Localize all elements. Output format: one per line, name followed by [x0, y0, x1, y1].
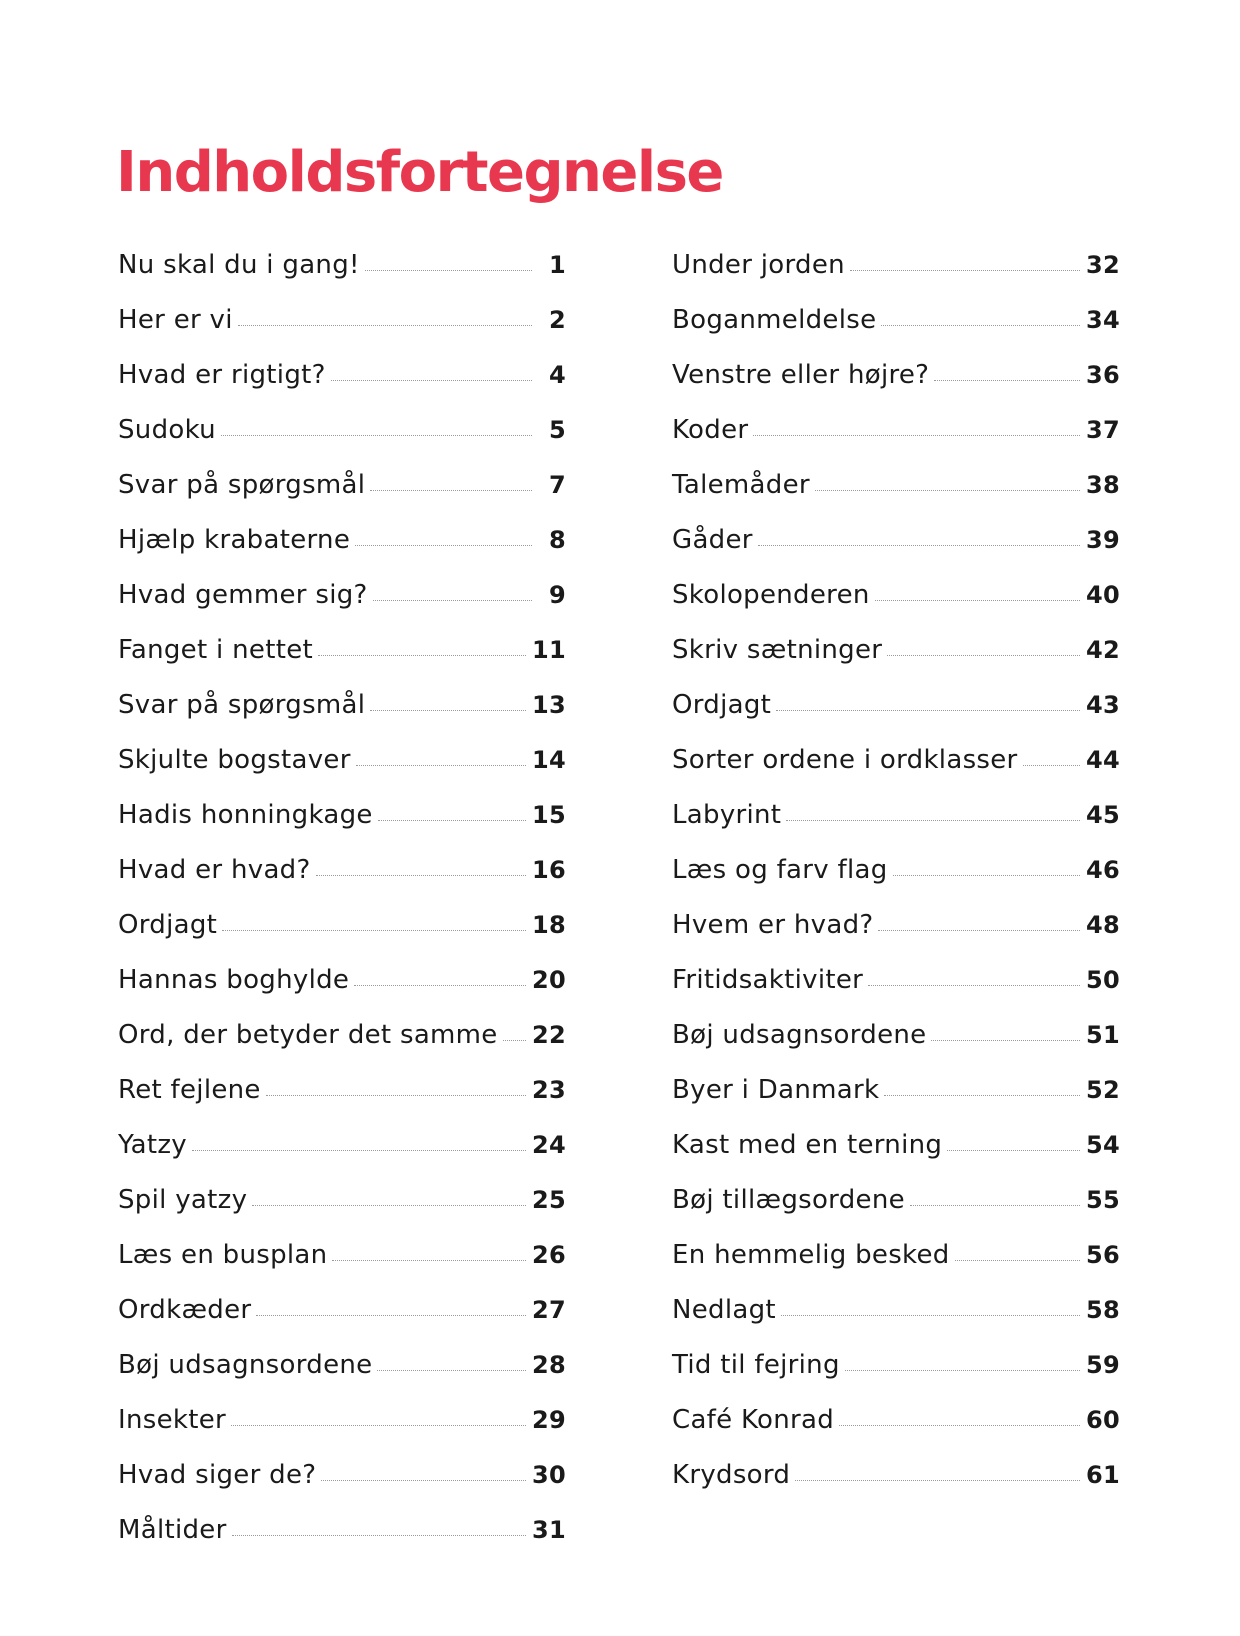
dot-leader: [868, 985, 1080, 986]
toc-entry-title: Fritidsaktiviter: [672, 965, 864, 995]
dot-leader: [373, 600, 532, 601]
dot-leader: [378, 820, 526, 821]
toc-entry: [118, 580, 566, 635]
toc-column-left: [118, 250, 566, 1570]
toc-entry-page: 24: [532, 1131, 566, 1159]
toc-entry-page: 28: [532, 1351, 566, 1379]
dot-leader: [318, 655, 526, 656]
toc-entry: [118, 855, 566, 910]
dot-leader: [354, 985, 526, 986]
page-title: Indholdsfortegnelse: [116, 140, 723, 205]
dot-leader: [222, 930, 526, 931]
toc-entry-title: Sudoku: [118, 415, 216, 445]
toc-entry-page: 48: [1086, 911, 1120, 939]
toc-entry-page: 27: [532, 1296, 566, 1324]
toc-entry: [118, 1405, 566, 1460]
toc-entry-page: 18: [532, 911, 566, 939]
dot-leader: [370, 490, 532, 491]
toc-entry-title: Skriv sætninger: [672, 635, 883, 665]
toc-entry-title: Læs og farv flag: [672, 855, 888, 885]
toc-entry-page: 1: [549, 251, 566, 279]
toc-entry: [672, 1405, 1120, 1460]
dot-leader: [231, 1425, 526, 1426]
toc-entry-title: Ret fejlene: [118, 1075, 261, 1105]
toc-entry-title: Bøj udsagnsordene: [118, 1350, 373, 1380]
toc-entry-page: 55: [1086, 1186, 1120, 1214]
toc-entry: [118, 1020, 566, 1075]
toc-entry-title: Kast med en terning: [672, 1130, 943, 1160]
toc-entry-title: Ordkæder: [118, 1295, 252, 1325]
dot-leader: [252, 1205, 526, 1206]
toc-entry-title: Læs en busplan: [118, 1240, 328, 1270]
toc-entry-page: 25: [532, 1186, 566, 1214]
toc-entry: [672, 1130, 1120, 1185]
toc-entry: [118, 1460, 566, 1515]
toc-entry-title: Hjælp krabaterne: [118, 525, 351, 555]
dot-leader: [884, 1095, 1080, 1096]
toc-entry: [672, 1020, 1120, 1075]
toc-entry-page: 23: [532, 1076, 566, 1104]
toc-entry-title: Gåder: [672, 525, 753, 555]
toc-entry-title: Tid til fejring: [672, 1350, 840, 1380]
toc-entry: [672, 415, 1120, 470]
toc-entry-page: 31: [532, 1516, 566, 1544]
toc-entry-title: Hvad gemmer sig?: [118, 580, 368, 610]
toc-entry-title: Talemåder: [672, 470, 810, 500]
dot-leader: [776, 710, 1080, 711]
toc-entry-title: En hemmelig besked: [672, 1240, 950, 1270]
toc-entry-title: Boganmeldelse: [672, 305, 877, 335]
toc-entry: [118, 1515, 566, 1570]
dot-leader: [881, 325, 1080, 326]
dot-leader: [845, 1370, 1080, 1371]
dot-leader: [850, 270, 1080, 271]
toc-entry-title: Yatzy: [118, 1130, 187, 1160]
toc-entry: [672, 1075, 1120, 1130]
toc-entry-page: 2: [549, 306, 566, 334]
toc-entry-title: Nu skal du i gang!: [118, 250, 360, 280]
toc-entry-page: 20: [532, 966, 566, 994]
toc-entry-page: 52: [1086, 1076, 1120, 1104]
toc-entry-title: Svar på spørgsmål: [118, 690, 366, 720]
toc-entry-title: Koder: [672, 415, 749, 445]
toc-entry-page: 59: [1086, 1351, 1120, 1379]
toc-entry-title: Insekter: [118, 1405, 227, 1435]
dot-leader: [356, 765, 526, 766]
dot-leader: [331, 380, 532, 381]
toc-entry-page: 14: [532, 746, 566, 774]
dot-leader: [795, 1480, 1080, 1481]
toc-entry-page: 8: [549, 526, 566, 554]
dot-leader: [781, 1315, 1080, 1316]
toc-entry-title: Nedlagt: [672, 1295, 776, 1325]
dot-leader: [266, 1095, 526, 1096]
toc-entry: [118, 525, 566, 580]
dot-leader: [875, 600, 1080, 601]
toc-entry: [672, 800, 1120, 855]
toc-entry: [672, 690, 1120, 745]
toc-entry-page: 44: [1086, 746, 1120, 774]
toc-entry: [672, 635, 1120, 690]
toc-entry-title: Byer i Danmark: [672, 1075, 880, 1105]
dot-leader: [910, 1205, 1080, 1206]
toc-entry: [118, 1350, 566, 1405]
toc-entry-page: 39: [1086, 526, 1120, 554]
toc-entry: [118, 745, 566, 800]
toc-entry: [672, 1350, 1120, 1405]
toc-entry: [672, 470, 1120, 525]
toc-column-right: [672, 250, 1120, 1515]
toc-entry: [118, 1075, 566, 1130]
toc-entry-page: 34: [1086, 306, 1120, 334]
toc-entry-page: 38: [1086, 471, 1120, 499]
toc-entry-page: 60: [1086, 1406, 1120, 1434]
toc-entry-title: Ordjagt: [672, 690, 772, 720]
toc-entry: [118, 250, 566, 305]
toc-entry-page: 9: [549, 581, 566, 609]
toc-entry: [672, 745, 1120, 800]
dot-leader: [365, 270, 532, 271]
dot-leader: [503, 1040, 526, 1041]
toc-entry-title: Ordjagt: [118, 910, 218, 940]
toc-entry-page: 11: [532, 636, 566, 664]
toc-entry-page: 32: [1086, 251, 1120, 279]
toc-entry: [672, 965, 1120, 1020]
toc-entry-title: Venstre eller højre?: [672, 360, 930, 390]
toc-entry: [672, 360, 1120, 415]
toc-entry: [118, 415, 566, 470]
toc-entry-title: Hvad er rigtigt?: [118, 360, 326, 390]
toc-entry: [118, 800, 566, 855]
dot-leader: [316, 875, 526, 876]
dot-leader: [256, 1315, 526, 1316]
toc-entry: [672, 1295, 1120, 1350]
toc-entry-title: Her er vi: [118, 305, 233, 335]
dot-leader: [878, 930, 1080, 931]
toc-entry-title: Hadis honningkage: [118, 800, 373, 830]
toc-entry: [118, 1240, 566, 1295]
toc-entry-page: 5: [549, 416, 566, 444]
dot-leader: [221, 435, 532, 436]
toc-entry-title: Hvad er hvad?: [118, 855, 311, 885]
toc-entry-page: 43: [1086, 691, 1120, 719]
toc-entry: [672, 855, 1120, 910]
dot-leader: [332, 1260, 526, 1261]
toc-entry-title: Skolopenderen: [672, 580, 870, 610]
dot-leader: [931, 1040, 1080, 1041]
dot-leader: [887, 655, 1080, 656]
toc-entry-title: Hvad siger de?: [118, 1460, 317, 1490]
toc-entry-page: 61: [1086, 1461, 1120, 1489]
dot-leader: [321, 1480, 526, 1481]
dot-leader: [232, 1535, 526, 1536]
dot-leader: [355, 545, 532, 546]
toc-entry: [672, 250, 1120, 305]
toc-entry-page: 7: [549, 471, 566, 499]
dot-leader: [955, 1260, 1080, 1261]
toc-entry-title: Bøj udsagnsordene: [672, 1020, 927, 1050]
toc-entry-page: 37: [1086, 416, 1120, 444]
toc-entry-page: 26: [532, 1241, 566, 1269]
toc-entry: [118, 305, 566, 360]
toc-entry-title: Bøj tillægsordene: [672, 1185, 905, 1215]
toc-entry-title: Spil yatzy: [118, 1185, 248, 1215]
toc-entry-title: Hannas boghylde: [118, 965, 350, 995]
toc-entry: [118, 965, 566, 1020]
toc-entry-page: 56: [1086, 1241, 1120, 1269]
toc-entry: [118, 1295, 566, 1350]
toc-entry-title: Ord, der betyder det samme: [118, 1020, 498, 1050]
dot-leader: [377, 1370, 526, 1371]
dot-leader: [758, 545, 1080, 546]
toc-entry: [118, 690, 566, 745]
toc-entry-page: 54: [1086, 1131, 1120, 1159]
toc-entry: [672, 1460, 1120, 1515]
toc-entry: [118, 1130, 566, 1185]
toc-entry-page: 4: [549, 361, 566, 389]
toc-entry-title: Svar på spørgsmål: [118, 470, 366, 500]
toc-entry-page: 50: [1086, 966, 1120, 994]
toc-entry-page: 36: [1086, 361, 1120, 389]
dot-leader: [753, 435, 1080, 436]
toc-entry-title: Hvem er hvad?: [672, 910, 874, 940]
toc-entry: [672, 305, 1120, 360]
toc-entry-page: 45: [1086, 801, 1120, 829]
toc-entry: [672, 1185, 1120, 1240]
toc-entry: [118, 910, 566, 965]
toc-entry-page: 46: [1086, 856, 1120, 884]
toc-entry-title: Under jorden: [672, 250, 845, 280]
toc-entry: [118, 360, 566, 415]
dot-leader: [947, 1150, 1080, 1151]
dot-leader: [893, 875, 1080, 876]
dot-leader: [192, 1150, 526, 1151]
toc-entry-title: Skjulte bogstaver: [118, 745, 351, 775]
toc-entry-page: 15: [532, 801, 566, 829]
toc-entry: [672, 525, 1120, 580]
toc-entry-title: Krydsord: [672, 1460, 791, 1490]
toc-entry-page: 51: [1086, 1021, 1120, 1049]
dot-leader: [370, 710, 526, 711]
dot-leader: [815, 490, 1080, 491]
toc-entry: [118, 470, 566, 525]
toc-entry-title: Labyrint: [672, 800, 782, 830]
toc-entry-page: 30: [532, 1461, 566, 1489]
toc-entry: [118, 635, 566, 690]
toc-entry-page: 16: [532, 856, 566, 884]
toc-entry-page: 42: [1086, 636, 1120, 664]
toc-entry-page: 58: [1086, 1296, 1120, 1324]
toc-entry-page: 22: [532, 1021, 566, 1049]
toc-entry-title: Fanget i nettet: [118, 635, 313, 665]
dot-leader: [1023, 765, 1080, 766]
dot-leader: [238, 325, 532, 326]
toc-entry-title: Måltider: [118, 1515, 227, 1545]
toc-entry: [672, 580, 1120, 635]
toc-entry-title: Café Konrad: [672, 1405, 835, 1435]
toc-entry: [118, 1185, 566, 1240]
toc-entry-title: Sorter ordene i ordklasser: [672, 745, 1018, 775]
toc-entry: [672, 1240, 1120, 1295]
toc-entry-page: 29: [532, 1406, 566, 1434]
toc-entry: [672, 910, 1120, 965]
toc-entry-page: 13: [532, 691, 566, 719]
dot-leader: [786, 820, 1080, 821]
dot-leader: [934, 380, 1080, 381]
toc-entry-page: 40: [1086, 581, 1120, 609]
dot-leader: [839, 1425, 1080, 1426]
